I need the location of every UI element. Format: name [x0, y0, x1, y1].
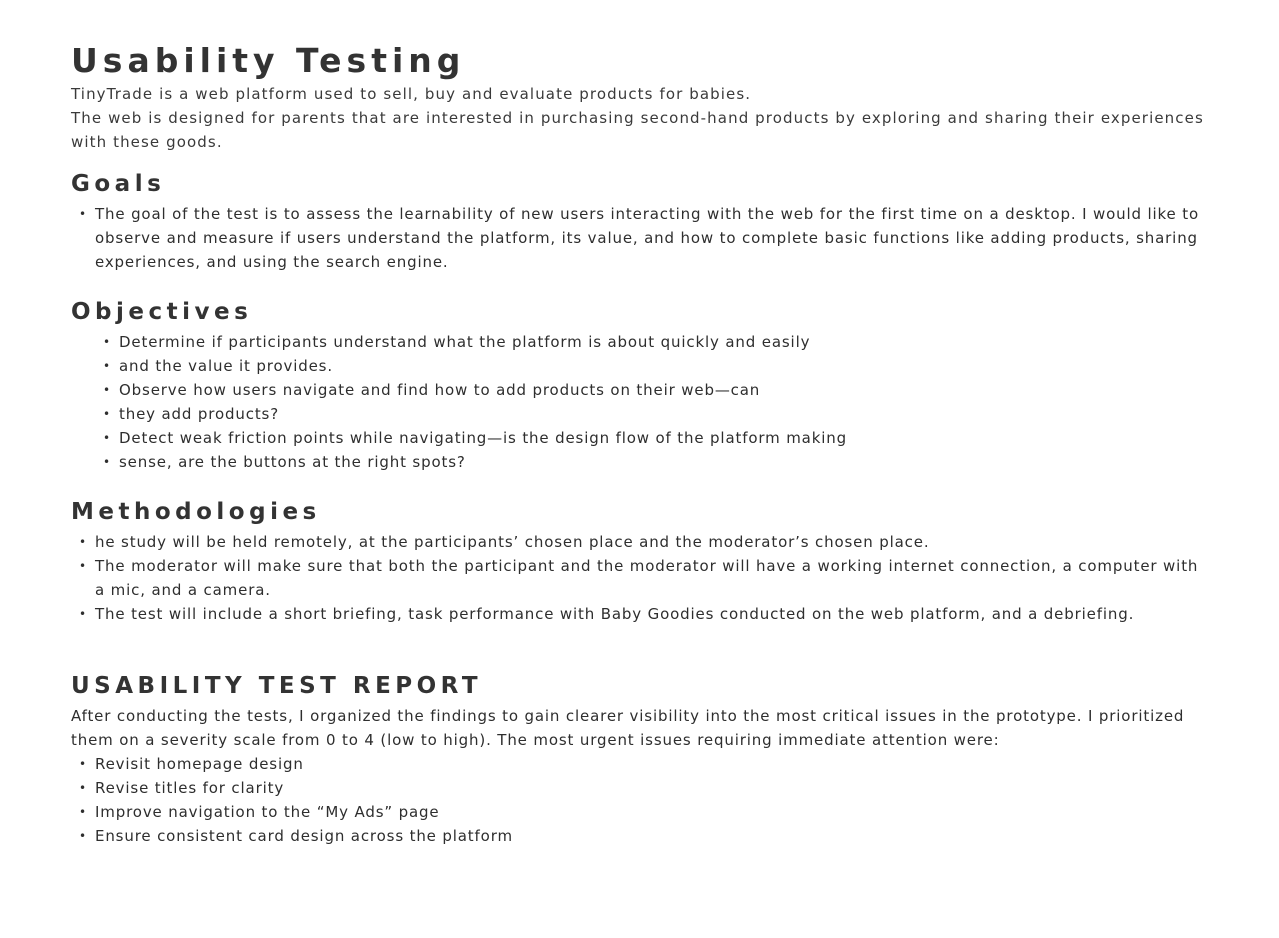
goals-heading: Goals: [71, 171, 166, 197]
objectives-list: [71, 330, 1211, 474]
goals-list: [71, 202, 1211, 274]
bullet: •: [79, 829, 87, 843]
bullet: •: [103, 431, 111, 445]
intro-section: [71, 82, 1211, 154]
objective-text: sense, are the buttons at the right spots?: [119, 453, 466, 471]
list-item: [71, 602, 1211, 626]
report-heading: USABILITY TEST REPORT: [71, 673, 483, 699]
objective-text: Detect weak friction points while navigating—is the design flow of the platform making: [119, 429, 847, 447]
objective-text: Determine if participants understand what the platform is about quickly and easily: [119, 333, 811, 351]
methodology-text: The test will include a short briefing, task performance with Baby Goodies conducted on the web platform, and a debriefing.: [95, 605, 1135, 623]
bullet: •: [79, 535, 87, 549]
intro-line-2: The web is designed for parents that are interested in purchasing second-hand products by exploring and sharing their experiences with these goods.: [71, 109, 1204, 151]
report-item-text: Ensure consistent card design across the platform: [95, 827, 513, 845]
bullet: •: [79, 805, 87, 819]
list-item: [71, 354, 1211, 378]
bullet: •: [79, 207, 87, 221]
list-item: [71, 202, 1211, 274]
intro-line-1: TinyTrade is a web platform used to sell, buy and evaluate products for babies.: [71, 85, 752, 103]
methodologies-heading: Methodologies: [71, 499, 321, 525]
report-item-text: Improve navigation to the “My Ads” page: [95, 803, 440, 821]
list-item: [71, 752, 1211, 776]
bullet: •: [79, 781, 87, 795]
bullet: •: [103, 383, 111, 397]
list-item: [71, 530, 1211, 554]
list-item: [71, 330, 1211, 354]
list-item: [71, 402, 1211, 426]
methodology-text: The moderator will make sure that both the participant and the moderator will have a working internet connection, a computer with a mic, and a camera.: [95, 557, 1199, 599]
objective-text: they add products?: [119, 405, 280, 423]
list-item: [71, 426, 1211, 450]
bullet: •: [103, 335, 111, 349]
objective-text: Observe how users navigate and find how to add products on their web—can: [119, 381, 761, 399]
document-page: [71, 40, 1211, 848]
list-item: [71, 800, 1211, 824]
goal-text: The goal of the test is to assess the learnability of new users interacting with the web for the first time on a desktop. I would like to observe and measure if users understand the platform, its value, and how to complete basic functions like adding products, sharing experiences, and using the search engine.: [95, 205, 1200, 271]
bullet: •: [103, 455, 111, 469]
list-item: [71, 554, 1211, 602]
report-paragraph: After conducting the tests, I organized the findings to gain clearer visibility into the most critical issues in the prototype. I prioritized them on a severity scale from 0 to 4 (low to high). The most urgent issues requiring immediate attention were:: [71, 707, 1185, 749]
list-item: [71, 776, 1211, 800]
methodologies-list: [71, 530, 1211, 626]
bullet: •: [79, 607, 87, 621]
report-item-text: Revisit homepage design: [95, 755, 304, 773]
list-item: [71, 824, 1211, 848]
bullet: •: [103, 407, 111, 421]
bullet: •: [79, 559, 87, 573]
page-title: Usability Testing: [71, 41, 466, 80]
objectives-heading: Objectives: [71, 299, 253, 325]
objective-text: and the value it provides.: [119, 357, 333, 375]
bullet: •: [103, 359, 111, 373]
report-item-text: Revise titles for clarity: [95, 779, 285, 797]
list-item: [71, 378, 1211, 402]
report-list: [71, 752, 1211, 848]
methodology-text: he study will be held remotely, at the participants’ chosen place and the moderator’s chosen place.: [95, 533, 930, 551]
bullet: •: [79, 757, 87, 771]
list-item: [71, 450, 1211, 474]
